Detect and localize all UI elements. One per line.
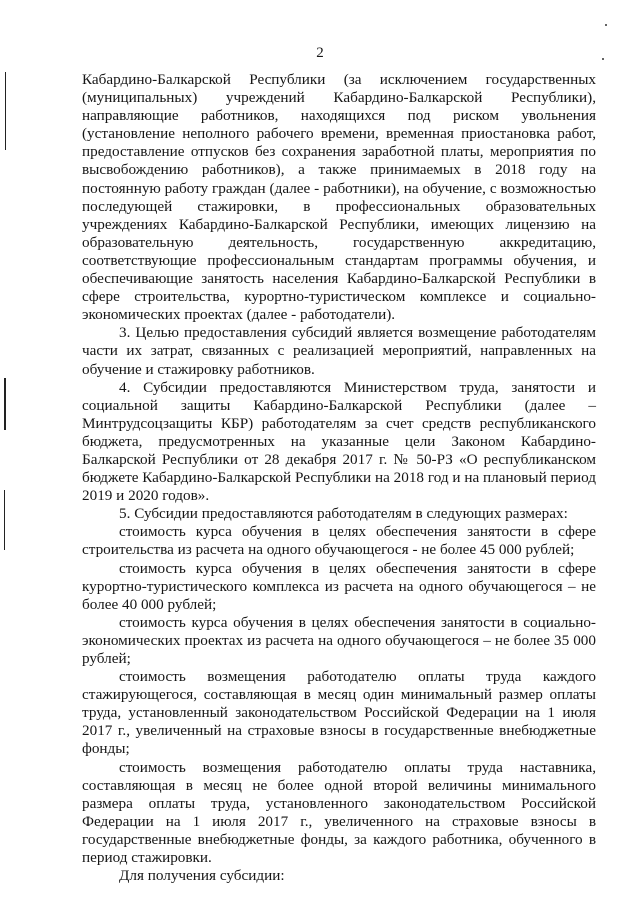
paragraph-cost-construction: стоимость курса обучения в целях обеспечения занятости в сфере строительства из расчета на одного обучающегося - не более 45 000 рублей;	[82, 523, 596, 559]
paragraph-to-receive: Для получения субсидии:	[119, 867, 285, 885]
paragraph-item-3: 3. Целью предоставления субсидий является возмещение работодателям части их затрат, связанных с реализацией мероприятий, направленных на обучение и стажировку работников.	[82, 324, 596, 378]
scan-mark-left-middle	[4, 378, 6, 430]
page-number: 2	[316, 45, 324, 61]
scan-mark-left-lower	[4, 490, 5, 550]
scan-mark-left-top	[5, 72, 6, 150]
paragraph-cost-mentor-wage: стоимость возмещения работодателю оплаты труда наставника, составляющая в месяц не более одной второй величины минимального размера оплаты труда, установленного законодательством Российской Федерации на 1 июля 2017 г., увеличенного на страховые взносы в государственные внебюджетные фонды, за каждого работника, обученного в период стажировки.	[82, 758, 596, 867]
paragraph-item-5: 5. Субсидии предоставляются работодателям в следующих размерах:	[119, 505, 568, 523]
paragraph-cost-trainee-wage: стоимость возмещения работодателю оплаты труда каждого стажирующегося, составляющая в месяц один минимальный размер оплаты труда, установленный законодательством Российской Федерации на 1 июля 2017 г., увеличенный на страховые взносы в государственные внебюджетные фонды;	[82, 668, 596, 758]
paragraph-cost-tourism: стоимость курса обучения в целях обеспечения занятости в сфере курортно-туристического комплекса из расчета на одного обучающегося – не более 40 000 рублей;	[82, 559, 596, 613]
paragraph-cost-socio-economic: стоимость курса обучения в целях обеспечения занятости в социально-экономических проектах из расчета на одного обучающегося – не более 35 000 рублей;	[82, 613, 596, 667]
scan-speck-top-right	[605, 24, 607, 26]
paragraph-item-4: 4. Субсидии предоставляются Министерством труда, занятости и социальной защиты Кабардино-Балкарской Республики (далее – Минтрудсоцзащиты КБР) работодателям за счет средств республиканского бюджета, предусмотренных на указанные цели Законом Кабардино-Балкарской Республики от 28 декабря 2017 г. № 50-РЗ «О республиканском бюджете Кабардино-Балкарской Республики на 2018 год и на плановый период 2019 и 2020 годов».	[82, 378, 596, 505]
document-body	[82, 71, 596, 885]
paragraph-continuation: Кабардино-Балкарской Республики (за исключением государственных (муниципальных) учреждений Кабардино-Балкарской Республики), направляющие работников, находящихся под риском увольнения (установление неполного рабочего времени, временная приостановка работ, предоставление отпусков без сохранения заработной платы, мероприятия по высвобождению работников), а также принимаемых в 2018 году на постоянную работу граждан (далее - работники), на обучение, с возможностью последующей стажировки, в профессиональных образовательных учреждениях Кабардино-Балкарской Республики, имеющих лицензию на образовательную деятельность, государственную аккредитацию, соответствующие профессиональным стандартам программы обучения, и обеспечивающие занятость населения Кабардино-Балкарской Республики в сфере строительства, курортно-туристическом комплексе и социально-экономических проектах (далее - работодатели).	[82, 71, 596, 324]
scan-speck-right	[602, 58, 604, 60]
